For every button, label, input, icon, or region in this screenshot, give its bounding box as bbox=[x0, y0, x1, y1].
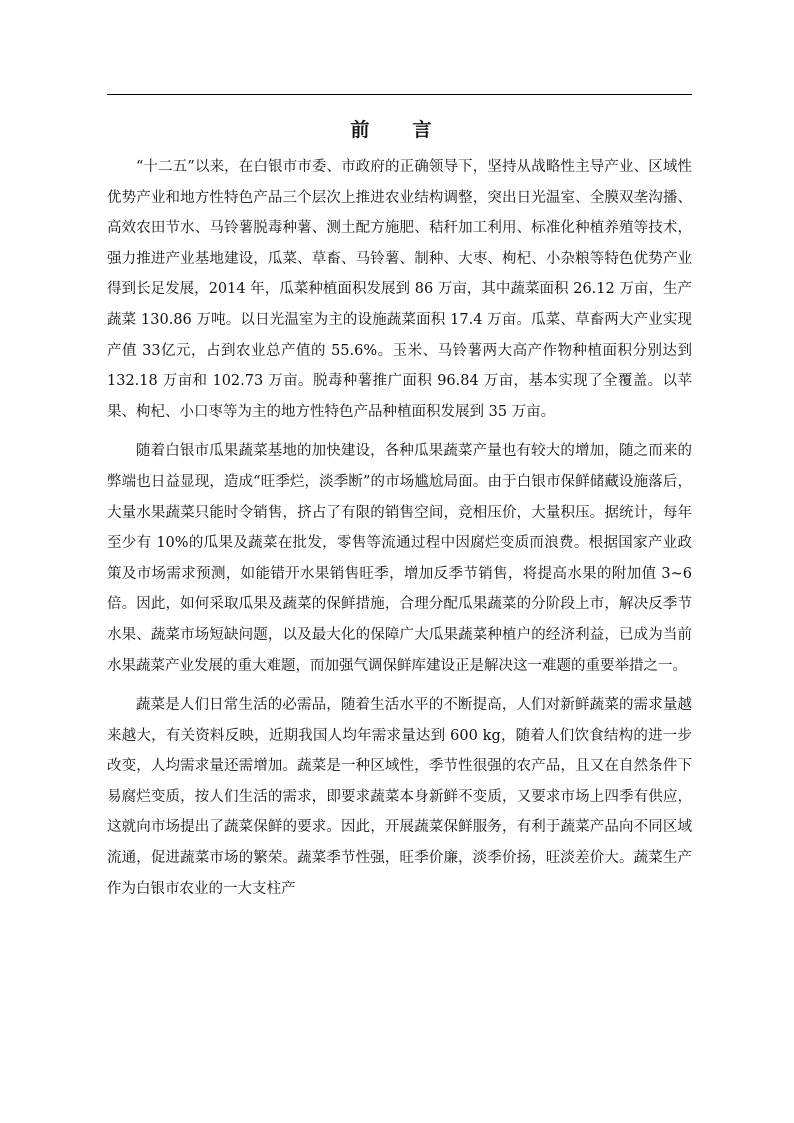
paragraph-3: 蔬菜是人们日常生活的必需品，随着生活水平的不断提高，人们对新鲜蔬菜的需求量越来越大，有关资料反映，近期我国人均年需求量达到 600 kg，随着人们饮食结构的进一步改变，人均需求量还需增加。蔬菜是一种区域性，季节性很强的农产品，且又在自然条件下易腐烂变质，按人们生活的需求，即要求蔬菜本身新鲜不变质，又要求市场上四季有供应，这就向市场提出了蔬菜保鲜的要求。因此，开展蔬菜保鲜服务，有利于蔬菜产品向不同区域流通，促进蔬菜市场的繁荣。蔬菜季节性强，旺季价廉，淡季价扬，旺淡差价大。蔬菜生产作为白银市农业的一大支柱产 bbox=[107, 697, 692, 897]
page-title: 前 言 bbox=[350, 119, 444, 141]
body-text bbox=[107, 152, 692, 904]
paragraph-2: 随着白银市瓜果蔬菜基地的加快建设，各种瓜果蔬菜产量也有较大的增加，随之而来的弊端也日益显现，造成“旺季烂，淡季断”的市场尴尬局面。由于白银市保鲜储藏设施落后，大量水果蔬菜只能时令销售，挤占了有限的销售空间，竞相压价，大量积压。据统计，每年至少有 10%的瓜果及蔬菜在批发，零售等流通过程中因腐烂变质而浪费。根据国家产业政策及市场需求预测，如能错开水果销售旺季，增加反季节销售，将提高水果的附加值 3~6 倍。因此，如何采取瓜果及蔬菜的保鲜措施，合理分配瓜果蔬菜的分阶段上市，解决反季节水果、蔬菜市场短缺问题，以及最大化的保障广大瓜果蔬菜种植户的经济利益，已成为当前水果蔬菜产业发展的重大难题，而加强气调保鲜库建设正是解决这一难题的重要举措之一。 bbox=[107, 443, 692, 674]
header-rule bbox=[107, 94, 692, 95]
paragraph-1: “十二五”以来，在白银市市委、市政府的正确领导下，坚持从战略性主导产业、区域性优势产业和地方性特色产品三个层次上推进农业结构调整，突出日光温室、全膜双垄沟播、高效农田节水、马铃薯脱毒种薯、测土配方施肥、秸秆加工利用、标准化种植养殖等技术，强力推进产业基地建设，瓜菜、草畜、马铃薯、制种、大枣、枸杞、小杂粮等特色优势产业得到长足发展，2014 年，瓜菜种植面积发展到 86 万亩，其中蔬菜面积 26.12 万亩，生产蔬菜 130.86 万吨。以日光温室为主的设施蔬菜面积 17.4 万亩。瓜菜、草畜两大产业实现产值 33亿元，占到农业总产值的 55.6%。玉米、马铃薯两大高产作物种植面积分别达到 132.18 万亩和 102.73 万亩。脱毒种薯推广面积 96.84 万亩，基本实现了全覆盖。以苹果、枸杞、小口枣等为主的地方性特色产品种植面积发展到 35 万亩。 bbox=[107, 159, 692, 420]
